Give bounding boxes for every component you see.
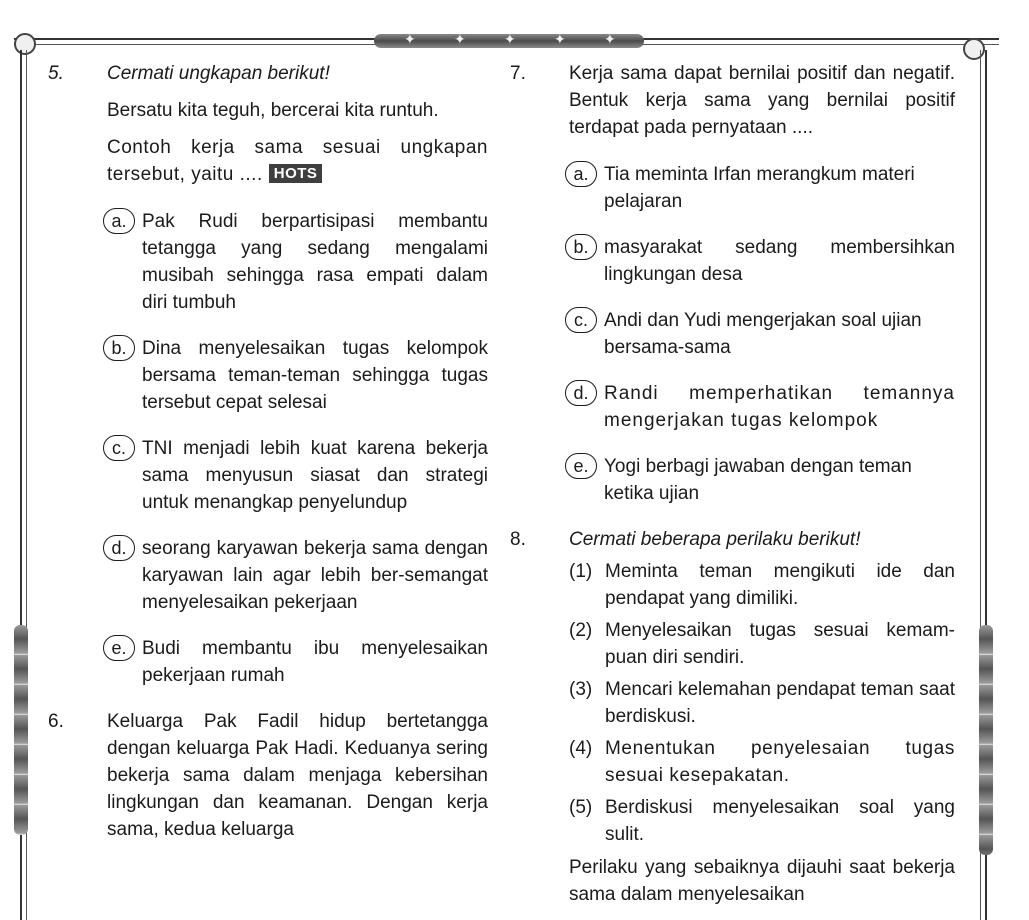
- option-letter: d.: [103, 535, 135, 561]
- hots-badge: HOTS: [269, 164, 323, 183]
- option-letter: b.: [565, 234, 597, 260]
- option-e[interactable]: [107, 635, 488, 689]
- option-letter: c.: [565, 307, 597, 333]
- option-letter: e.: [565, 453, 597, 479]
- option-text: masyarakat sedang membersihkan lingkungan desa: [604, 237, 955, 285]
- chain-ornament-icon: [979, 625, 993, 855]
- option-d[interactable]: [569, 380, 955, 434]
- option-text: Dina menyelesaikan tugas kelompok bersama teman-teman sehingga tugas tersebut cepat selesai: [142, 338, 488, 413]
- question-number: 7.: [510, 63, 526, 84]
- list-item: (1) Meminta teman mengikuti ide dan pendapat yang dimiliki.: [569, 561, 955, 609]
- right-column: [510, 60, 955, 908]
- option-text: TNI menjadi lebih kuat karena bekerja sama menyusun siasat dan strategi untuk menangkap penyelundup: [142, 438, 488, 513]
- option-text: Pak Rudi berpartisipasi membantu tetangga yang sedang mengalami musibah sehingga rasa empati dalam diri tumbuh: [142, 211, 488, 313]
- option-a[interactable]: [569, 161, 955, 215]
- question-text: Keluarga Pak Fadil hidup bertetangga dengan keluarga Pak Hadi. Keduanya sering bekerja sama dalam menjaga kebersihan lingkungan dan keamanan. Dengan kerja sama, kedua keluarga: [107, 711, 488, 840]
- question-number: 8.: [510, 529, 526, 550]
- option-text: Andi dan Yudi mengerjakan soal ujian bersama-sama: [604, 310, 922, 358]
- chain-ornament-icon: [14, 625, 28, 835]
- question-number: 5.: [48, 63, 64, 84]
- option-text: seorang karyawan bekerja sama dengan karyawan lain agar lebih ber-semangat menyelesaikan pekerjaan: [142, 538, 488, 613]
- question-6: [48, 708, 488, 843]
- frame-corner-icon: [14, 33, 36, 55]
- option-a[interactable]: [107, 208, 488, 316]
- option-c[interactable]: [569, 307, 955, 361]
- frame-top-border: [14, 31, 999, 50]
- option-text: Tia meminta Irfan merangkum materi pelajaran: [604, 164, 915, 212]
- option-b[interactable]: [107, 335, 488, 416]
- option-letter: e.: [103, 635, 135, 661]
- question-5: [48, 60, 488, 689]
- list-item: (2) Menyelesaikan tugas sesuai kemam-puan diri sendiri.: [569, 620, 955, 668]
- question-instruction: Cermati ungkapan berikut!: [107, 63, 330, 84]
- option-letter: a.: [103, 208, 135, 234]
- question-instruction: Cermati beberapa perilaku berikut!: [569, 529, 861, 550]
- option-d[interactable]: [107, 535, 488, 616]
- option-letter: a.: [565, 161, 597, 187]
- question-number: 6.: [48, 711, 64, 732]
- option-b[interactable]: [569, 234, 955, 288]
- frame-corner-icon: [963, 38, 985, 60]
- question-prompt: Contoh kerja sama sesuai ungkapan tersebut, yaitu .... HOTS: [107, 137, 488, 185]
- option-text: Randi memperhatikan temannya mengerjakan tugas kelompok: [604, 383, 955, 431]
- question-prompt: Perilaku yang sebaiknya dijauhi saat bekerja sama dalam menyelesaikan: [569, 857, 955, 905]
- list-item: (5) Berdiskusi menyelesaikan soal yang sulit.: [569, 797, 955, 845]
- option-letter: c.: [103, 435, 135, 461]
- option-letter: b.: [103, 335, 135, 361]
- ornament-icon: ✦: [504, 31, 516, 47]
- list-item: (3) Mencari kelemahan pendapat teman saat berdiskusi.: [569, 679, 955, 727]
- ornament-icon: ✦: [404, 31, 416, 47]
- option-letter: d.: [565, 380, 597, 406]
- ornament-icon: ✦: [454, 31, 466, 47]
- option-text: Yogi berbagi jawaban dengan teman ketika ujian: [604, 456, 912, 504]
- frame-ornament-band: [374, 31, 644, 48]
- option-text: Budi membantu ibu menyelesaikan pekerjaan rumah: [142, 638, 488, 686]
- option-e[interactable]: [569, 453, 955, 507]
- question-text: Kerja sama dapat bernilai positif dan negatif. Bentuk kerja sama yang bernilai positif terdapat pada pernyataan ....: [569, 63, 955, 138]
- ornament-icon: ✦: [554, 31, 566, 47]
- ornament-icon: ✦: [604, 31, 616, 47]
- list-item: (4) Menentukan penyelesaian tugas sesuai kesepakatan.: [569, 738, 955, 786]
- option-c[interactable]: [107, 435, 488, 516]
- left-column: [48, 60, 488, 843]
- question-quote: Bersatu kita teguh, bercerai kita runtuh.: [107, 100, 439, 121]
- question-7: [510, 60, 955, 507]
- question-8: [510, 526, 955, 908]
